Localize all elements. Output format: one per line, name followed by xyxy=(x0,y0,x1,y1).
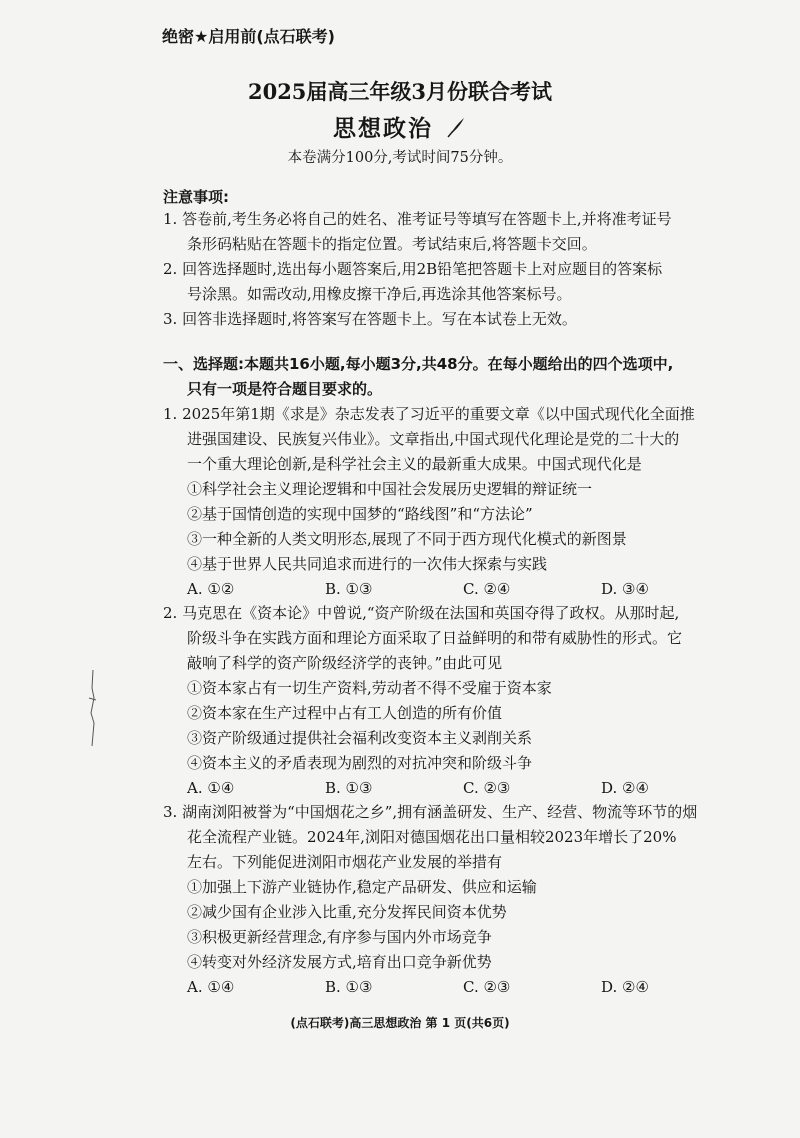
question-choice: ④资本主义的矛盾表现为剧烈的对抗冲突和阶级斗争 xyxy=(187,754,533,772)
quill-icon xyxy=(445,116,467,138)
question-stem: 左右。下列能促进浏阳市烟花产业发展的举措有 xyxy=(187,853,503,871)
question-choice: ②基于国情创造的实现中国梦的“路线图”和“方法论” xyxy=(187,505,533,523)
notice-title: 注意事项: xyxy=(163,188,229,206)
page-footer: (点石联考)高三思想政治 第 1 页(共6页) xyxy=(290,1016,510,1030)
option-d: D. ③④ xyxy=(601,580,649,598)
question-stem: 3. 湖南浏阳被誉为“中国烟花之乡”,拥有涵盖研发、生产、经营、物流等环节的烟 xyxy=(163,803,698,821)
margin-scribble xyxy=(86,668,100,748)
question-choice: ②减少国有企业涉入比重,充分发挥民间资本优势 xyxy=(187,903,507,921)
question-stem: 2. 马克思在《资本论》中曾说,“资产阶级在法国和英国夺得了政权。从那时起, xyxy=(163,604,680,622)
question-choice: ④转变对外经济发展方式,培育出口竞争新优势 xyxy=(187,953,492,971)
question-choice: ③资产阶级通过提供社会福利改变资本主义剥削关系 xyxy=(187,729,533,747)
notice-line: 3. 回答非选择题时,将答案写在答题卡上。写在本试卷上无效。 xyxy=(163,310,577,328)
question-choice: ④基于世界人民共同追求而进行的一次伟大探索与实践 xyxy=(187,555,548,573)
section-heading: 只有一项是符合题目要求的。 xyxy=(187,380,383,398)
option-a: A. ①④ xyxy=(187,779,235,797)
option-d: D. ②④ xyxy=(601,978,649,996)
subject-title-text: 思想政治 xyxy=(332,115,433,142)
score-time-note: 本卷满分100分,考试时间75分钟。 xyxy=(287,150,513,166)
option-b: B. ①③ xyxy=(325,580,373,598)
option-c: C. ②④ xyxy=(463,580,511,598)
question-choice: ③一种全新的人类文明形态,展现了不同于西方现代化模式的新图景 xyxy=(187,530,627,548)
exam-title: 2025届高三年级3月份联合考试 xyxy=(247,79,553,104)
answer-options xyxy=(187,577,739,602)
option-a: A. ①④ xyxy=(187,978,235,996)
option-b: B. ①③ xyxy=(325,779,373,797)
notice-line: 条形码粘贴在答题卡的指定位置。考试结束后,将答题卡交回。 xyxy=(187,235,597,253)
question-stem: 阶级斗争在实践方面和理论方面采取了日益鲜明的和带有威胁性的形式。它 xyxy=(187,629,683,647)
question-stem: 一个重大理论创新,是科学社会主义的最新重大成果。中国式现代化是 xyxy=(187,455,642,473)
option-d: D. ②④ xyxy=(601,779,649,797)
question-choice: ①科学社会主义理论逻辑和中国社会发展历史逻辑的辩证统一 xyxy=(187,480,593,498)
question-choice: ②资本家在生产过程中占有工人创造的所有价值 xyxy=(187,704,503,722)
option-c: C. ②③ xyxy=(463,779,511,797)
option-b: B. ①③ xyxy=(325,978,373,996)
question-stem: 1. 2025年第1期《求是》杂志发表了习近平的重要文章《以中国式现代化全面推 xyxy=(163,405,695,423)
notice-line: 1. 答卷前,考生务必将自己的姓名、准考证号等填写在答题卡上,并将准考证号 xyxy=(163,210,672,228)
question-choice: ①资本家占有一切生产资料,劳动者不得不受雇于资本家 xyxy=(187,679,552,697)
question-choice: ①加强上下游产业链协作,稳定产品研发、供应和运输 xyxy=(187,878,537,896)
subject-title xyxy=(0,110,800,143)
question-choice: ③积极更新经营理念,有序参与国内外市场竞争 xyxy=(187,928,492,946)
section-heading: 一、选择题:本题共16小题,每小题3分,共48分。在每小题给出的四个选项中, xyxy=(163,355,674,373)
notice-line: 2. 回答选择题时,选出每小题答案后,用2B铅笔把答题卡上对应题目的答案标 xyxy=(163,260,663,278)
option-c: C. ②③ xyxy=(463,978,511,996)
question-stem: 进强国建设、民族复兴伟业》。文章指出,中国式现代化理论是党的二十大的 xyxy=(187,430,680,448)
answer-options xyxy=(187,975,739,1000)
notice-line: 号涂黑。如需改动,用橡皮擦干净后,再选涂其他答案标号。 xyxy=(187,285,572,303)
answer-options xyxy=(187,776,739,801)
question-stem: 敲响了科学的资产阶级经济学的丧钟。”由此可见 xyxy=(187,654,503,672)
option-a: A. ①② xyxy=(187,580,235,598)
question-stem: 花全流程产业链。2024年,浏阳对德国烟花出口量相较2023年增长了20% xyxy=(187,828,677,846)
confidential-label: 绝密★启用前(点石联考) xyxy=(162,27,335,46)
